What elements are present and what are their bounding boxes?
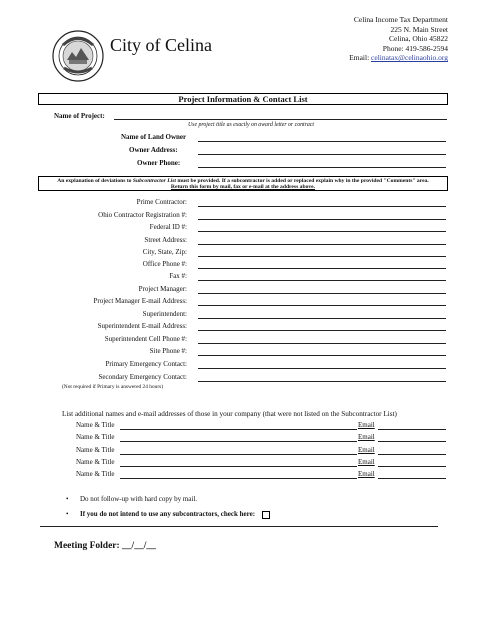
additional-intro: List additional names and e-mail addresses of those in your company (that were not listed on the Subcontractor List) (62, 410, 397, 418)
owner-name-label: Name of Land Owner (121, 133, 187, 141)
primary-emergency-label: Primary Emergency Contact: (105, 360, 187, 368)
name-title-field[interactable] (120, 466, 357, 467)
super-email-field[interactable] (198, 330, 446, 331)
super-cell-field[interactable] (198, 343, 446, 344)
fax-label: Fax #: (169, 272, 187, 280)
office-phone-label: Office Phone #: (142, 260, 187, 268)
project-name-label: Name of Project: (54, 112, 105, 120)
no-hard-copy-note: Do not follow-up with hard copy by mail. (80, 495, 198, 503)
explanation-line-1: An explanation of deviations to Subcontractor List must be provided. If a subcontractor is added or replaced explain why in the provided "Comments" area. (57, 177, 429, 184)
contact-email-line (349, 53, 448, 63)
email-prefix: Email: (349, 53, 372, 63)
name-title-label: Name & Title (76, 458, 115, 466)
name-title-field[interactable] (120, 478, 357, 479)
street-address-field[interactable] (198, 244, 446, 245)
no-subcontractors-checkbox[interactable] (262, 511, 270, 519)
name-title-label: Name & Title (76, 446, 115, 454)
owner-address-label: Owner Address: (129, 146, 178, 154)
email-label: Email (358, 421, 375, 429)
pm-email-label: Project Manager E-mail Address: (93, 297, 187, 305)
registration-field[interactable] (198, 219, 446, 220)
meeting-folder: Meeting Folder: __/__/__ (54, 541, 156, 551)
bullet-icon: • (66, 495, 69, 503)
no-subcontractors-label: If you do not intend to use any subcontractors, check here: (80, 510, 256, 518)
contact-line: Celina Income Tax Department (353, 15, 448, 24)
owner-phone-field[interactable] (198, 167, 446, 168)
super-cell-label: Superintendent Cell Phone #: (104, 335, 187, 343)
email-field[interactable] (378, 478, 446, 479)
email-field[interactable] (378, 466, 446, 467)
email-field[interactable] (378, 454, 446, 455)
email-field[interactable] (378, 441, 446, 442)
project-name-note: Use project title as exactly on award letter or contract (188, 122, 314, 128)
contact-line: Celina, Ohio 45822 (389, 34, 448, 44)
project-manager-field[interactable] (198, 293, 446, 294)
name-title-label: Name & Title (76, 421, 115, 429)
city-name: City of Celina (110, 35, 212, 55)
secondary-emergency-field[interactable] (198, 381, 446, 382)
explanation-line-2: Return this form by mail, fax or e-mail at the address above. (170, 184, 316, 191)
name-title-field[interactable] (120, 441, 357, 442)
email-label: Email (358, 470, 375, 478)
form-title: Project Information & Contact List (38, 93, 448, 105)
email-link[interactable]: celinatax@celinaohio.org (371, 53, 448, 63)
owner-address-field[interactable] (198, 154, 446, 155)
contact-line: Phone: 419-586-2594 (382, 43, 448, 53)
explanation-box (38, 176, 448, 191)
superintendent-label: Superintendent: (142, 310, 187, 318)
name-title-field[interactable] (120, 429, 357, 430)
prime-contractor-field[interactable] (198, 206, 446, 207)
federal-id-field[interactable] (198, 231, 446, 232)
contact-line: 225 N. Main Street (390, 24, 448, 34)
secondary-emergency-label: Secondary Emergency Contact: (98, 373, 187, 381)
street-address-label: Street Address: (144, 236, 187, 244)
divider (40, 526, 438, 527)
owner-name-field[interactable] (198, 141, 446, 142)
city-state-zip-field[interactable] (198, 256, 446, 257)
project-name-field[interactable] (114, 119, 447, 120)
owner-phone-label: Owner Phone: (137, 159, 181, 167)
email-field[interactable] (378, 429, 446, 430)
fax-field[interactable] (198, 280, 446, 281)
superintendent-field[interactable] (198, 318, 446, 319)
city-seal-logo (52, 30, 104, 82)
site-phone-label: Site Phone #: (149, 347, 187, 355)
federal-id-label: Federal ID #: (149, 223, 187, 231)
secondary-note: (Not required if Primary is answered 24 hours) (62, 384, 164, 390)
registration-label: Ohio Contractor Registration #: (98, 211, 187, 219)
name-title-label: Name & Title (76, 470, 115, 478)
office-phone-field[interactable] (198, 268, 446, 269)
super-email-label: Superintendent E-mail Address: (97, 322, 187, 330)
prime-contractor-label: Prime Contractor: (136, 198, 187, 206)
email-label: Email (358, 446, 375, 454)
pm-email-field[interactable] (198, 305, 446, 306)
project-manager-label: Project Manager: (138, 285, 187, 293)
site-phone-field[interactable] (198, 355, 446, 356)
city-state-zip-label: City, State, Zip: (142, 248, 187, 256)
primary-emergency-field[interactable] (198, 368, 446, 369)
name-title-field[interactable] (120, 454, 357, 455)
bullet-icon: • (66, 510, 69, 518)
email-label: Email (358, 458, 375, 466)
name-title-label: Name & Title (76, 433, 115, 441)
contact-block (349, 15, 448, 63)
email-label: Email (358, 433, 375, 441)
